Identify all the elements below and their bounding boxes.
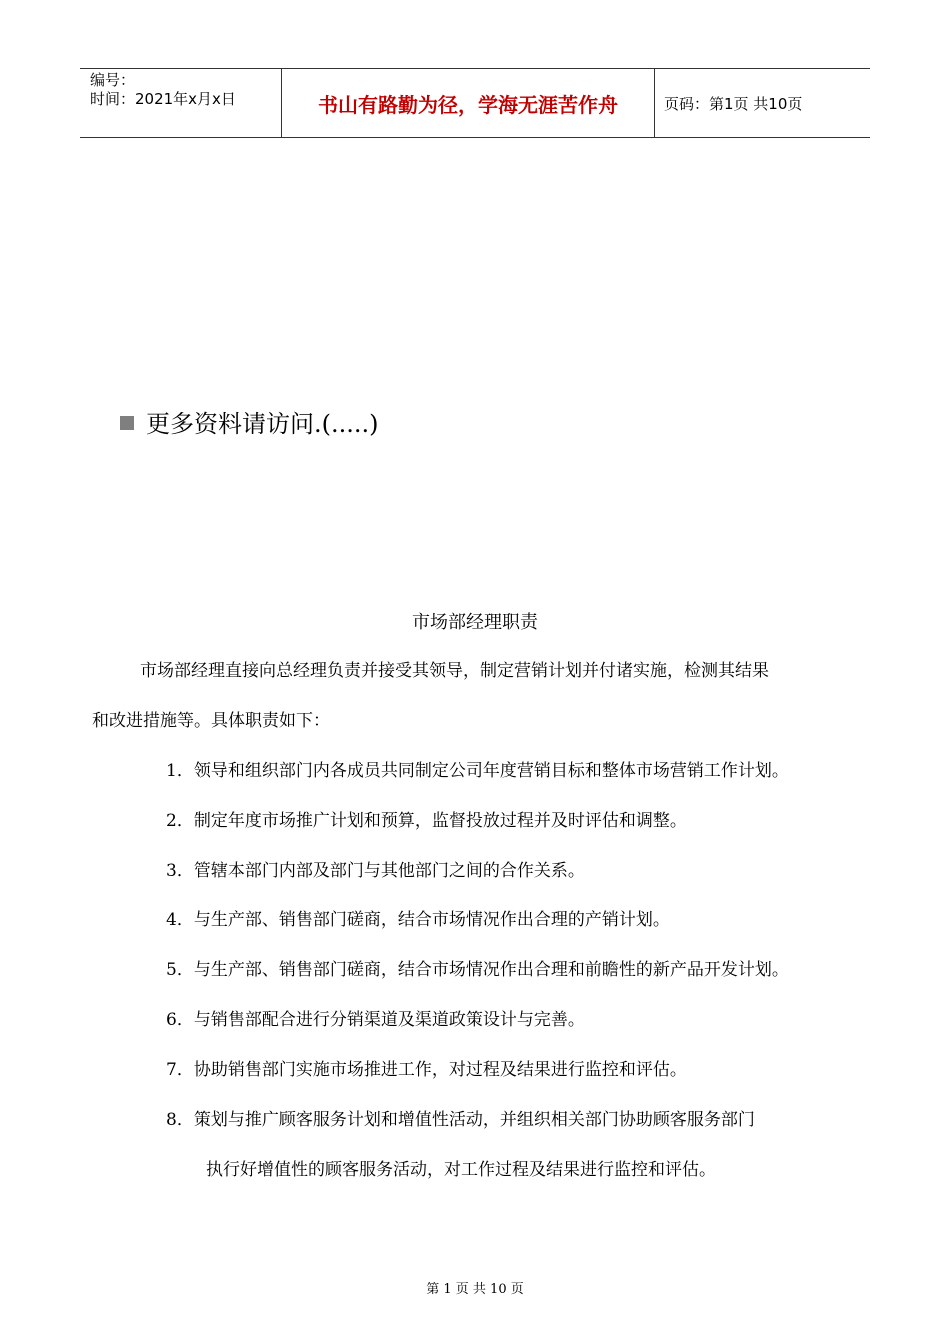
header-meta [90,71,236,109]
header-motto: 书山有路勤为径，学海无涯苦作舟 [318,93,618,117]
header-divider-right [654,69,655,137]
duty-item-6: 6．与销售部配合进行分销渠道及渠道政策设计与完善。 [166,1010,585,1030]
duty-item-4: 4．与生产部、销售部门磋商，结合市场情况作出合理的产销计划。 [166,910,670,930]
square-bullet-icon [120,416,134,430]
more-info-text: 更多资料请访问.(.....) [146,410,379,438]
more-info-line [120,404,379,439]
duty-item-7: 7．协助销售部门实施市场推进工作，对过程及结果进行监控和评估。 [166,1060,687,1080]
header-page-info: 页码：第1页 共10页 [664,95,803,113]
time-label: 时间：2021年x月x日 [90,90,236,108]
footer-page-number: 第 1 页 共 10 页 [426,1282,524,1297]
document-header [80,68,870,138]
intro-line-1: 市场部经理直接向总经理负责并接受其领导，制定营销计划并付诸实施，检测其结果 [140,661,769,681]
page-footer [0,1278,950,1297]
duty-item-3: 3．管辖本部门内部及部门与其他部门之间的合作关系。 [166,861,585,881]
duty-item-5: 5．与生产部、销售部门磋商，结合市场情况作出合理和前瞻性的新产品开发计划。 [166,960,789,980]
number-label: 编号： [90,71,136,89]
duty-item-1: 1．领导和组织部门内各成员共同制定公司年度营销目标和整体市场营销工作计划。 [166,761,789,781]
duty-item-2: 2．制定年度市场推广计划和预算，监督投放过程并及时评估和调整。 [166,811,687,831]
duty-item-8: 8．策划与推广顾客服务计划和增值性活动，并组织相关部门协助顾客服务部门 [166,1110,755,1130]
duty-item-8-continuation: 执行好增值性的顾客服务活动，对工作过程及结果进行监控和评估。 [206,1160,716,1180]
intro-line-2: 和改进措施等。具体职责如下： [92,711,330,731]
document-title: 市场部经理职责 [412,612,538,633]
